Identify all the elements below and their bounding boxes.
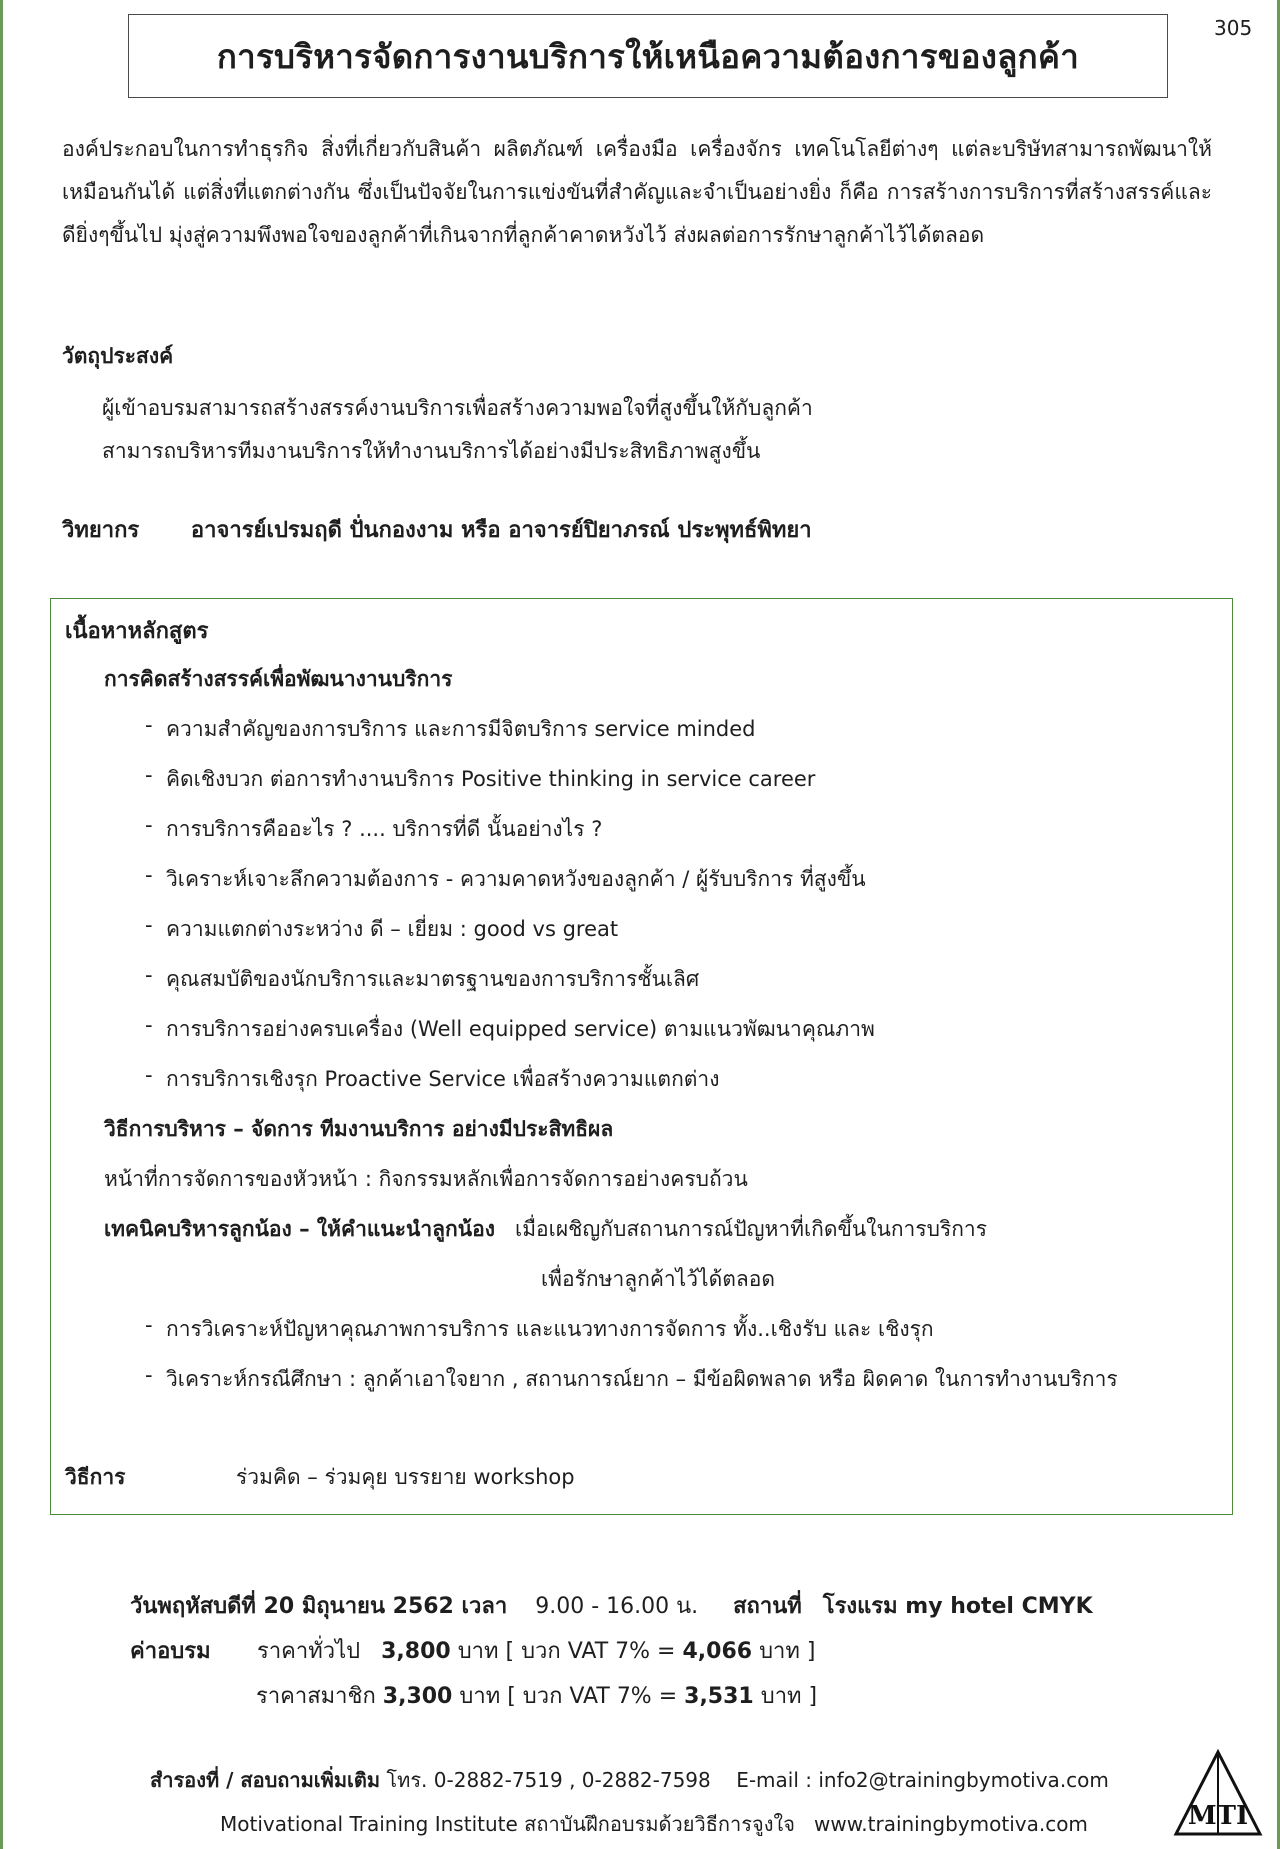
bullet-dash: - <box>145 713 153 737</box>
reserve-label: สำรองที่ / สอบถามเพิ่มเติม <box>150 1768 381 1792</box>
general-price-end: บาท ] <box>759 1639 816 1664</box>
schedule-line <box>130 1588 1093 1623</box>
member-price-line <box>256 1678 817 1713</box>
page-title: การบริหารจัดการงานบริการให้เหนือความต้องการของลูกค้า <box>216 36 1080 76</box>
general-price: 3,800 <box>381 1639 451 1664</box>
schedule-time: 9.00 - 16.00 น. <box>535 1594 699 1619</box>
intro-paragraph: องค์ประกอบในการทำธุรกิจ สิ่งที่เกี่ยวกับสินค้า ผลิตภัณฑ์ เครื่องมือ เครื่องจักร เทคโนโลยีต่างๆ แต่ละบริษัทสามารถพัฒนาให้เหมือนกันได้ แต่สิ่งที่แตกต่างกัน ซึ่งเป็นปัจจัยในการแข่งขันที่สำคัญและจำเป็นอย่างยิ่ง ก็คือ การสร้างการบริการที่สร้างสรรค์และดียิ่งๆขึ้นไป มุ่งสู่ความพึงพอใจของลูกค้าที่เกินจากที่ลูกค้าคาดหวังไว้ ส่งผลต่อการรักษาลูกค้าไว้ได้ตลอด <box>62 137 1212 247</box>
email-address[interactable]: E-mail : info2@trainingbymotiva.com <box>736 1768 1109 1792</box>
bullet-dash: - <box>145 913 153 937</box>
price-label: ค่าอบรม <box>130 1639 211 1664</box>
speaker-line <box>62 512 812 547</box>
contact-line <box>150 1764 1109 1796</box>
technique-line <box>104 1213 987 1246</box>
section-title-management: วิธีการบริหาร – จัดการ ทีมงานบริการ อย่างมีประสิทธิผล <box>104 1117 614 1141</box>
member-price-vat: บาท [ บวก VAT 7% = <box>459 1684 678 1709</box>
section-title-creative: การคิดสร้างสรรค์เพื่อพัฒนางานบริการ <box>104 667 453 691</box>
technique-title: เทคนิคบริหารลูกน้อง – ให้คำแนะนำลูกน้อง <box>104 1217 495 1241</box>
speaker-names: อาจารย์เปรมฤดี ปั่นกองงาม หรือ อาจารย์ปิยาภรณ์ ประพุทธ์พิทยา <box>190 518 812 543</box>
bullet-dash: - <box>145 963 153 987</box>
objective-item: ผู้เข้าอบรมสามารถสร้างสรรค์งานบริการเพื่อสร้างความพอใจที่สูงขึ้นให้กับลูกค้า <box>102 396 813 420</box>
course-heading: เนื้อหาหลักสูตร <box>65 619 209 644</box>
bullet-dash: - <box>145 1313 153 1337</box>
bullet-dash: - <box>145 863 153 887</box>
general-price-vat: บาท [ บวก VAT 7% = <box>457 1639 676 1664</box>
logo-text: MTI <box>1187 1801 1249 1831</box>
venue-value: โรงแรม my hotel CMYK <box>822 1594 1093 1619</box>
schedule-date: วันพฤหัสบดีที่ 20 มิถุนายน 2562 เวลา <box>130 1594 508 1619</box>
bullet-dash: - <box>145 1013 153 1037</box>
member-price-prefix: ราคาสมาชิก <box>256 1684 376 1709</box>
objective-item: สามารถบริหารทีมงานบริการให้ทำงานบริการได้อย่างมีประสิทธิภาพสูงขึ้น <box>102 439 761 463</box>
mti-pyramid-logo-icon <box>1170 1748 1266 1838</box>
bullet-dash: - <box>145 1063 153 1087</box>
phone-numbers: โทร. 0-2882-7519 , 0-2882-7598 <box>386 1768 711 1792</box>
organization-name: Motivational Training Institute สถาบันฝึกอบรมด้วยวิธีการจูงใจ <box>220 1812 795 1836</box>
left-border-line <box>0 0 3 1849</box>
general-price-total: 4,066 <box>682 1639 753 1664</box>
page-number: 305 <box>1214 16 1253 40</box>
venue-label: สถานที่ <box>733 1594 802 1619</box>
method-value: ร่วมคิด – ร่วมคุย บรรยาย workshop <box>236 1465 575 1489</box>
bullet-dash: - <box>145 763 153 787</box>
speaker-label: วิทยากร <box>62 518 140 543</box>
member-price: 3,300 <box>382 1684 453 1709</box>
member-price-end: บาท ] <box>760 1684 818 1709</box>
course-content-box: เนื้อหาหลักสูตร การคิดสร้างสรรค์เพื่อพัฒนางานบริการ - ความสำคัญของการบริการ และการมีจิตบริการ service minded - คิดเชิงบวก ต่อการทำงานบริการ Positive thinking in service career - การบริการคืออะไร ? .... บริการที่ดี นั้นอย่างไร ? - วิเคราะห์เจาะลึกความต้องการ - ความคาดหวังของลูกค้า / ผู้รับบริการ ที่สูงขึ้น - ความแตกต่างระหว่าง ดี – เยี่ยม : good vs great - คุณสมบัติของนักบริการและมาตรฐานของการบริการชั้นเลิศ - การบริการอย่างครบเครื่อง (Well equipped service) ตามแนวพัฒนาคุณภาพ - การบริการเชิงรุก Proactive Service เพื่อสร้างความแตกต่าง วิธีการบริหาร – จัดการ ทีมงานบริการ อย่างมีประสิทธิผล หน้าที่การจัดการของหัวหน้า : กิจกรรมหลักเพื่อการจัดการอย่างครบถ้วน เทคนิคบริหารลูกน้อง – ให้คำแนะนำลูกน้อง เมื่อเผชิญกับสถานการณ์ปัญหาที่เกิดขึ้นในการบริการ เพื่อรักษาลูกค้าไว้ได้ตลอด - การวิเคราะห์ปัญหาคุณภาพการบริการ และแนวทางการจัดการ ทั้ง..เชิงรับ และ เชิงรุก - วิเคราะห์กรณีศึกษา : ลูกค้าเอาใจยาก , สถานการณ์ยาก – มีข้อผิดพลาด หรือ ผิดคาด ในการทำงานบริการ วิธีการ ร่วมคิด – ร่วมคุย บรรยาย workshop <box>50 598 1233 1515</box>
technique-description: เมื่อเผชิญกับสถานการณ์ปัญหาที่เกิดขึ้นในการบริการ <box>515 1217 988 1241</box>
general-price-line <box>130 1633 815 1668</box>
website-link[interactable]: www.trainingbymotiva.com <box>814 1812 1088 1836</box>
technique-line-2: เพื่อรักษาลูกค้าไว้ได้ตลอด <box>541 1267 775 1291</box>
member-price-total: 3,531 <box>684 1684 754 1709</box>
objectives-heading: วัตถุประสงค์ <box>62 344 174 368</box>
bullet-dash: - <box>145 813 153 837</box>
method-label: วิธีการ <box>65 1465 126 1489</box>
bullet-dash: - <box>145 1363 153 1387</box>
title-box <box>128 14 1168 98</box>
duties-line: หน้าที่การจัดการของหัวหน้า : กิจกรรมหลักเพื่อการจัดการอย่างครบถ้วน <box>104 1167 748 1191</box>
organization-line <box>220 1808 1088 1840</box>
general-price-prefix: ราคาทั่วไป <box>257 1639 361 1664</box>
